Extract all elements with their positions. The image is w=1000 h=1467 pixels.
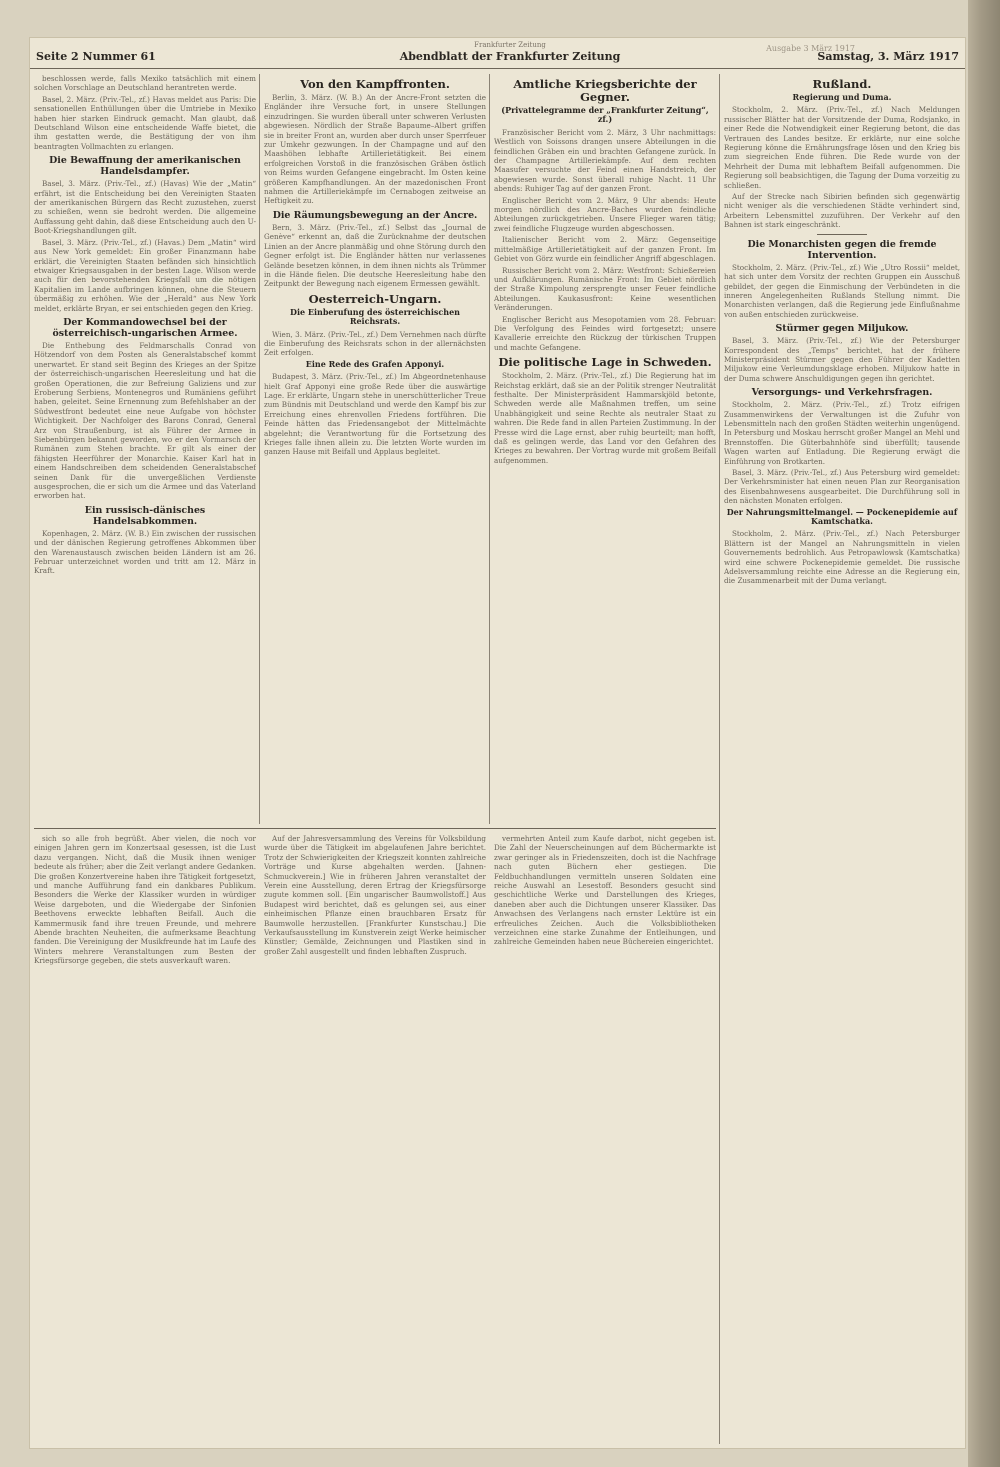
article-text: Basel, 3. März. (Priv.-Tel., zf.) Wie der Petersburger Korrespondent des „Temps“ berichtet, hat der frühere Ministerpräsident Stürmer gegen den Führer der Kadetten Miljukow eine Verleumdungsklage erhoben. Miljukow hatte in der Duma schwere Anschuldigungen gegen ihn gerichtet. xyxy=(724,336,960,383)
headline: Die politische Lage in Schweden. xyxy=(498,355,712,370)
headline: Rußland. xyxy=(812,77,872,91)
column-rule xyxy=(259,74,260,824)
newspaper-page xyxy=(30,38,965,1448)
column-4 xyxy=(724,74,960,1442)
article-text: vermehrten Anteil zum Kaufe darbot, nicht gegeben ist. Die Zahl der Neuerscheinungen auf dem Büchermarkte ist zwar geringer als in Friedenszeiten, doch ist die Nachfrage nach guten Büchern eher gestiegen. Die Feldbuchhandlungen vermitteln unseren Soldaten eine reiche Auswahl an Lesestoff. Besonders gesucht sind geschichtliche Werke und Darstellungen des Krieges, daneben aber auch die Dichtungen unserer Klassiker. Das Anwachsen des Verlangens nach ernster Lektüre ist ein erfreuliches Zeichen. Auch die Volksbibliotheken verzeichnen eine starke Zunahme der Entleihungen, und zahlreiche Gemeinden haben neue Büchereien eingerichtet. xyxy=(494,834,716,947)
article-text: Auf der Jahresversammlung des Vereins für Volksbildung wurde über die Tätigkeit im abgelaufenen Jahre berichtet. Trotz der Schwierigkeiten der Kriegszeit konnten zahlreiche Vorträge und Kurse abgehalten werden. [Jahnen-Schmuckverein.] Wie in früheren Jahren veranstaltet der Verein eine Ausstellung, deren Ertrag der Kriegsfürsorge zugute kommen soll. [Ein ungarischer Baumwollstoff.] Aus Budapest wird berichtet, daß es gelungen sei, aus einer einheimischen Pflanze einen brauchbaren Ersatz für Baumwolle herzustellen. [Frankfurter Kunstschau.] Die Verkaufsausstellung im Kunstverein zeigt Werke heimischer Künstler; Gemälde, Zeichnungen und Plastiken sind in großer Zahl ausgestellt und finden lebhaften Zuspruch. xyxy=(264,834,486,956)
feuilleton-column-2 xyxy=(264,834,486,1446)
headline: Amtliche Kriegsberichte der Gegner. xyxy=(513,77,697,104)
page-number: Seite 2 Nummer 61 xyxy=(36,50,156,63)
column-rule xyxy=(489,74,490,824)
subheadline: (Privattelegramme der „Frankfurter Zeitung“, zf.) xyxy=(501,105,709,125)
article-text: Basel, 3. März. (Priv.-Tel., zf.) (Havas.) Dem „Matin“ wird aus New York gemeldet: Ein großer Finanzmann habe erklärt, die Vereinigten Staaten befänden sich hinsichtlich etwaiger Kriegsausgaben in der besten Lage. Wilson werde auch für den bevorstehenden Kriegsfall um die nötigen Kapitalien im Lande aufbringen können, ohne die Steuern übermäßig zu erhöhen. Wie der „Herald“ aus New York meldet, erklärte Bryan, er sei entschieden gegen den Krieg. xyxy=(34,237,256,313)
article-text: Englischer Bericht aus Mesopotamien vom 28. Februar: Die Verfolgung des Feindes wird fortgesetzt; unsere Kavallerie erreichte den Rückzug der türkischen Truppen und machte Gefangene. xyxy=(494,314,716,352)
subheadline: Der Nahrungsmittelmangel. — Pockenepidemie auf Kamtschatka. xyxy=(726,506,958,527)
column-3 xyxy=(494,74,716,822)
subheadline: Eine Rede des Grafen Apponyi. xyxy=(305,358,445,369)
article-text: Englischer Bericht vom 2. März, 9 Uhr abends: Heute morgen nördlich des Ancre-Baches wurden feindliche Abteilungen zurückgetrieben. Unsere Flieger waren tätig; zwei feindliche Flugzeuge wurden abgeschossen. xyxy=(494,195,716,233)
article-text: Budapest, 3. März. (Priv.-Tel., zf.) Im Abgeordnetenhause hielt Graf Apponyi eine große Rede über die auswärtige Lage. Er erklärte, Ungarn stehe in unerschütterlicher Treue zum Bündnis mit Deutschland und werde den Kampf bis zur Erreichung eines ehrenvollen Friedens fortführen. Die Feinde hätten das Friedensangebot der Mittelmächte abgelehnt; die Verantwortung für die Fortsetzung des Krieges falle ihnen allein zu. Die letzten Worte wurden im ganzen Hause mit Beifall und Applaus begleitet. xyxy=(264,372,486,457)
article-text: Basel, 3. März. (Priv.-Tel., zf.) (Havas) Wie der „Matin“ erfährt, ist die Entscheidung bei den Vereinigten Staaten der amerikanischen Bürgern das Recht zuzustehen, zuerst zu schießen, wenn sie bedroht werden. Die allgemeine Auffassung geht dahin, daß diese Entscheidung auch den U-Boot-Kriegshandlungen gilt. xyxy=(34,179,256,236)
column-2 xyxy=(264,74,486,822)
article-text: beschlossen werde, falls Mexiko tatsächlich mit einem solchen Vorschlage an Deutschland herantreten werde. xyxy=(34,74,256,93)
masthead xyxy=(360,41,660,63)
masthead-small: Frankfurter Zeitung xyxy=(474,41,546,49)
article-text: Basel, 3. März. (Priv.-Tel., zf.) Aus Petersburg wird gemeldet: Der Verkehrsminister hat einen neuen Plan zur Reorganisation des Eisenbahnwesens ausgearbeitet. Die Durchführung soll in den nächsten Monaten erfolgen. xyxy=(724,468,960,506)
article-text: Kopenhagen, 2. März. (W. B.) Ein zwischen der russischen und der dänischen Regierung getroffenes Abkommen über den Warenaustausch zwischen beiden Ländern ist am 26. Februar unterzeichnet worden und tritt am 12. März in Kraft. xyxy=(34,528,256,576)
headline: Ein russisch-dänisches Handelsabkommen. xyxy=(84,504,206,527)
headline: Die Monarchisten gegen die fremde Intervention. xyxy=(747,238,937,261)
headline: Oesterreich-Ungarn. xyxy=(308,291,442,306)
column-rule xyxy=(719,74,720,1444)
headline: Die Räumungsbewegung an der Ancre. xyxy=(272,209,478,221)
article-text: Italienischer Bericht vom 2. März: Gegenseitige mittelmäßige Artillerietätigkeit auf der ganzen Front. Im Gebiet von Görz wurde ein feindlicher Angriff abgeschlagen. xyxy=(494,235,716,264)
subheadline: Regierung und Duma. xyxy=(792,92,892,102)
headline: Stürmer gegen Miljukow. xyxy=(775,323,909,335)
article-text: Stockholm, 2. März. (Priv.-Tel., zf.) Trotz eifrigen Zusammenwirkens der Verwaltungen ist die Zufuhr von Lebensmitteln nach den großen Städten weiterhin ungenügend. In Petersburg und Moskau herrscht großer Mangel an Mehl und Brennstoffen. Die Güterbahnhöfe sind überfüllt; tausende Wagen warten auf Entladung. Die Regierung erwägt die Einführung von Brotkarten. xyxy=(724,400,960,466)
headline: Der Kommandowechsel bei der österreichisch-ungarischen Armee. xyxy=(52,316,238,339)
article-text: Stockholm, 2. März. (Priv.-Tel., zf.) Nach Meldungen russischer Blätter hat der Vorsitzende der Duma, Rodsjanko, in einer Rede die Notwendigkeit einer Regierung betont, die das Vertrauen des Landes besitze. Er erklärte, nur eine solche Regierung könne die Ernährungsfrage lösen und den Krieg bis zum siegreichen Ende führen. Die Rede wurde von der Mehrheit der Duma mit lebhaftem Beifall aufgenommen. Die Regierung soll beabsichtigen, die Tagung der Duma vorzeitig zu schließen. xyxy=(724,105,960,190)
divider xyxy=(817,234,867,235)
article-text: Basel, 2. März. (Priv.-Tel., zf.) Havas meldet aus Paris: Die sensationellen Enthüllungen über die Umtriebe in Mexiko haben hier starken Eindruck gemacht. Man glaubt, daß Deutschland Wilson eine entscheidende Waffe bietet, die ihm gestatten werde, die Bestätigung der von ihm beantragten Vollmachten zu erlangen. xyxy=(34,94,256,151)
article-text: Stockholm, 2. März. (Priv.-Tel., zf.) Nach Petersburger Blättern ist der Mangel an Nahrungsmitteln in vielen Gouvernements bedrohlich. Aus Petropawlowsk (Kamtschatka) wird eine schwere Pockenepidemie gemeldet. Die russische Adelsversammlung reichte eine Adresse an die Regierung ein, die Zusammenarbeit mit der Duma verlangt. xyxy=(724,529,960,586)
article-text: Stockholm, 2. März. (Priv.-Tel., zf.) Wie „Utro Rossii“ meldet, hat sich unter dem Vorsitz der rechten Gruppen ein Ausschuß gebildet, der gegen die Einmischung der Verbündeten in die inneren Angelegenheiten Rußlands Stellung nimmt. Die Monarchisten verlangen, daß die Regierung jede Einflußnahme von außen entschieden zurückweise. xyxy=(724,262,960,319)
feuilleton-rule xyxy=(34,828,716,829)
article-text: Auf der Strecke nach Sibirien befinden sich gegenwärtig nicht weniger als die verschiedenen Städte verhindert sind, Arbeitern Lebensmittel zuzuführen. Der Verkehr auf den Bahnen ist stark eingeschränkt. xyxy=(724,192,960,230)
headline: Die Bewaffnung der amerikanischen Handelsdampfer. xyxy=(49,155,241,178)
column-1 xyxy=(34,74,256,822)
article-text: Die Enthebung des Feldmarschalls Conrad von Hötzendorf von dem Posten als Generalstabschef kommt unerwartet. Er stand seit Beginn des Krieges an der Spitze der österreichisch-ungarischen Heeresleitung und hat die großen Operationen, die zur Befreiung Galiziens und zur Eroberung Serbiens, Montenegros und Rumäniens geführt haben, geleitet. Seine Ernennung zum Befehlshaber an der Südwestfront bedeutet eine neue Aufgabe von höchster Wichtigkeit. Der Nachfolger des Barons Conrad, General Arz von Straußenburg, ist als Führer der Armee in Siebenbürgen bekannt geworden, wo er den Vormarsch der Rumänen zum Stehen brachte. Er gilt als einer der fähigsten Heerführer der Monarchie. Kaiser Karl hat in einem Handschreiben dem scheidenden Generalstabschef seinen Dank für die unvergeßlichen Verdienste ausgesprochen, die er sich um die Armee und das Vaterland erworben hat. xyxy=(34,340,256,501)
archive-stamp: Ausgabe 3 März 1917 xyxy=(766,44,855,53)
headline: Versorgungs- und Verkehrsfragen. xyxy=(751,387,933,399)
article-text: Wien, 3. März. (Priv.-Tel., zf.) Dem Vernehmen nach dürfte die Einberufung des Reichsrats schon in der allernächsten Zeit erfolgen. xyxy=(264,329,486,358)
article-text: Berlin, 3. März. (W. B.) An der Ancre-Front setzten die Engländer ihre Versuche fort, in unsere Stellungen einzudringen. Sie wurden überall unter schweren Verlusten abgewiesen. Nördlich der Straße Bapaume–Albert griffen sie in breiter Front an, wurden aber durch unser Sperrfeuer zur Umkehr gezwungen. In der Champagne und auf den Maashöhen lebhafte Artillerietätigkeit. Bei einem erfolgreichen Vorstoß in die französischen Gräben östlich von Reims wurden Gefangene eingebracht. Im Osten keine größeren Kampfhandlungen. An der mazedonischen Front nahmen die Artilleriekämpfe im Cernabogen zeitweise an Heftigkeit zu. xyxy=(264,93,486,206)
issue-date: Samstag, 3. März 1917 xyxy=(817,50,959,63)
headline: Von den Kampffronten. xyxy=(300,77,450,91)
page-header xyxy=(30,41,965,69)
page-edge xyxy=(968,0,1000,1467)
feuilleton-column-3 xyxy=(494,834,716,1446)
feuilleton-column-1 xyxy=(34,834,256,1446)
masthead-title: Abendblatt der Frankfurter Zeitung xyxy=(399,50,621,63)
article-text: Russischer Bericht vom 2. März: Westfront: Schießereien und Aufklärungen. Rumänische Front: Im Gebiet nördlich der Straße Kimpolung zersprengte unser Feuer feindliche Abteilungen. Kaukasusfront: Keine wesentlichen Veränderungen. xyxy=(494,265,716,313)
article-text: Stockholm, 2. März. (Priv.-Tel., zf.) Die Regierung hat im Reichstag erklärt, daß sie an der Politik strenger Neutralität festhalte. Der Ministerpräsident Hammarskjöld betonte, Schweden werde alle Maßnahmen treffen, um seine Unabhängigkeit und seine Rechte als neutraler Staat zu wahren. Die Rede fand in allen Parteien Zustimmung. In der Presse wird die Lage ernst, aber ruhig beurteilt; man hofft, daß es gelingen werde, das Land vor den Gefahren des Krieges zu bewahren. Der Vortrag wurde mit großem Beifall aufgenommen. xyxy=(494,371,716,465)
subheadline: Die Einberufung des österreichischen Reichsrats. xyxy=(290,306,460,327)
article-text: Französischer Bericht vom 2. März, 3 Uhr nachmittags: Westlich von Soissons drangen unsere Abteilungen in die feindlichen Gräben ein und brachten Gefangene zurück. In der Champagne Artilleriekämpfe. Auf dem rechten Maasufer versuchte der Feind einen Handstreich, der abgewiesen wurde. Sonst überall ruhige Nacht. 11 Uhr abends: Ruhiger Tag auf der ganzen Front. xyxy=(494,127,716,194)
article-text: sich so alle froh begrüßt. Aber vielen, die noch vor einigen Jahren gern im Konzertsaal gesessen, ist die Lust dazu vergangen. Nicht, daß die Musik ihnen weniger bedeute als früher; aber die Zeit verlangt andere Gedanken. Die großen Konzertvereine haben ihre Tätigkeit fortgesetzt, und manche Aufführung fand ein dankbares Publikum. Besonders die Werke der Klassiker wurden in würdiger Weise dargeboten, und die Wiedergabe der Sinfonien Beethovens erweckte lebhaften Beifall. Auch die Kammermusik fand ihre treuen Freunde, und mehrere Abende brachten Neuheiten, die aufmerksame Beachtung fanden. Die Vereinigung der Musikfreunde hat im Laufe des Winters mehrere Veranstaltungen zum Besten der Kriegsfürsorge gegeben, die stets ausverkauft waren. xyxy=(34,834,256,966)
article-text: Bern, 3. März. (Priv.-Tel., zf.) Selbst das „Journal de Genève“ erkennt an, daß die Zurücknahme der deutschen Linien an der Ancre planmäßig und ohne Störung durch den Gegner erfolgt ist. Die Engländer hätten nur verlassenes Gelände besetzen können, in dem ihnen nichts als Trümmer in die Hände fielen. Die deutsche Heeresleitung habe den Zeitpunkt der Bewegung nach eigenem Ermessen gewählt. xyxy=(264,222,486,289)
